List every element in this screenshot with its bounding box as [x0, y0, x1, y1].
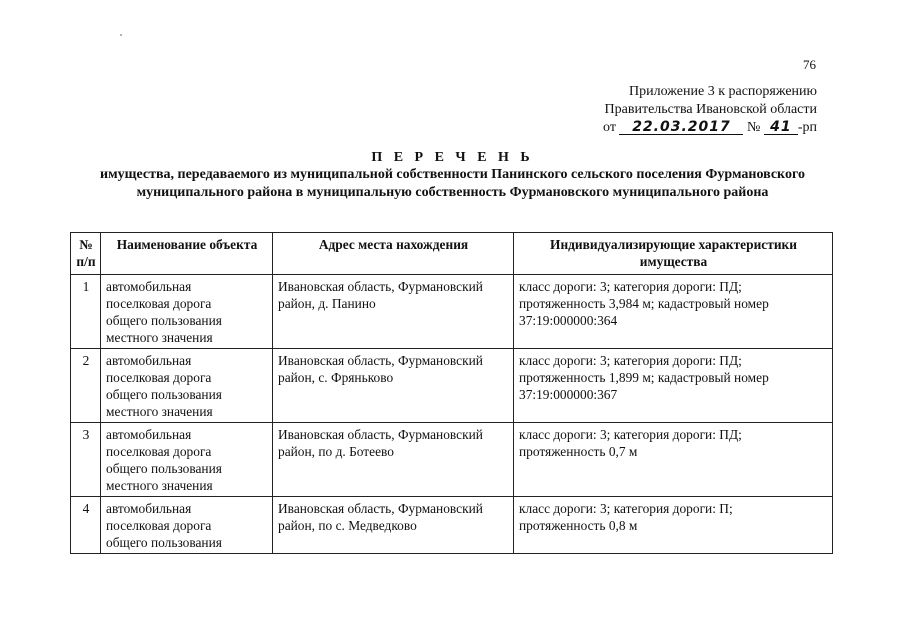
- row-characteristics: класс дороги: 3; категория дороги: П; протяженность 0,8 м: [514, 497, 833, 554]
- header-num: № п/п: [71, 233, 101, 275]
- annex-line-1: Приложение 3 к распоряжению: [629, 84, 817, 99]
- scan-speck: [120, 34, 122, 36]
- row-num: 3: [71, 423, 101, 497]
- header-name: Наименование объекта: [101, 233, 273, 275]
- row-characteristics: класс дороги: 3; категория дороги: ПД; протяженность 0,7 м: [514, 423, 833, 497]
- header-characteristics: Индивидуализирующие характеристики имущества: [514, 233, 833, 275]
- table-row: [71, 349, 833, 423]
- row-num: 4: [71, 497, 101, 554]
- number-suffix: -рп: [797, 120, 817, 135]
- row-object-name: автомобильная поселковая дорога общего пользования местного значения: [101, 275, 273, 349]
- row-address: Ивановская область, Фурмановский район, по с. Медведково: [273, 497, 514, 554]
- row-address: Ивановская область, Фурмановский район, д. Панино: [273, 275, 514, 349]
- row-characteristics: класс дороги: 3; категория дороги: ПД; протяженность 3,984 м; кадастровый номер 37:19:000000:364: [514, 275, 833, 349]
- page-number: 76: [803, 57, 816, 72]
- subtitle-line-2: муниципального района в муниципальную собственность Фурмановского муниципального района: [136, 185, 769, 200]
- annex-date-line: [603, 119, 817, 137]
- subtitle-line-1: имущества, передаваемого из муниципальной собственности Панинского сельского поселения Фурмановского: [100, 167, 805, 182]
- handwritten-date: 22.03.2017: [619, 120, 743, 135]
- table-header-row: [71, 233, 833, 275]
- number-prefix: №: [746, 120, 761, 135]
- property-table: [70, 232, 833, 554]
- row-characteristics: класс дороги: 3; категория дороги: ПД; протяженность 1,899 м; кадастровый номер 37:19:000000:367: [514, 349, 833, 423]
- row-address: Ивановская область, Фурмановский район, с. Фряньково: [273, 349, 514, 423]
- document-title: П Е Р Е Ч Е Н Ь: [371, 150, 534, 165]
- handwritten-number: 41: [764, 120, 798, 135]
- row-object-name: автомобильная поселковая дорога общего пользования местного значения: [101, 349, 273, 423]
- row-num: 2: [71, 349, 101, 423]
- row-address: Ивановская область, Фурмановский район, по д. Ботеево: [273, 423, 514, 497]
- row-object-name: автомобильная поселковая дорога общего пользования местного значения: [101, 423, 273, 497]
- table-row: [71, 275, 833, 349]
- document-subtitle: [60, 166, 845, 202]
- header-address: Адрес места нахождения: [273, 233, 514, 275]
- row-object-name: автомобильная поселковая дорога общего пользования: [101, 497, 273, 554]
- annex-block: [603, 83, 817, 137]
- row-num: 1: [71, 275, 101, 349]
- date-prefix: от: [603, 120, 616, 135]
- table-row: [71, 497, 833, 554]
- annex-line-2: Правительства Ивановской области: [604, 102, 817, 117]
- table-row: [71, 423, 833, 497]
